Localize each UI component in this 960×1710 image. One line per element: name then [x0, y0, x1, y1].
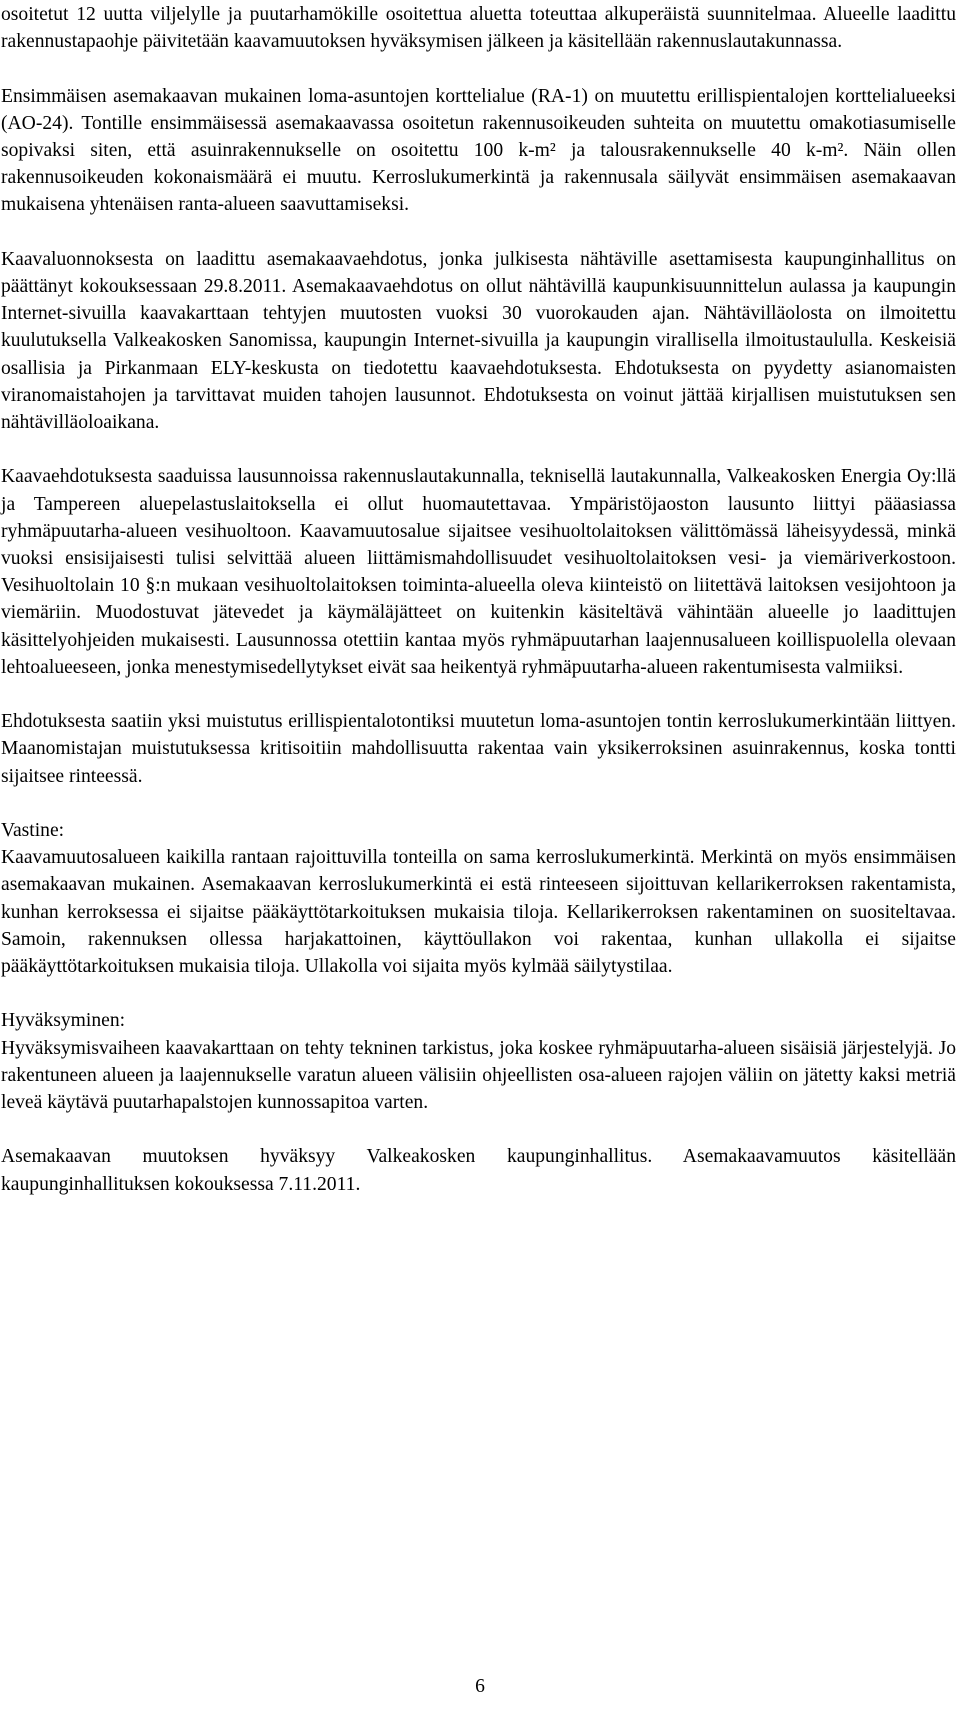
page-number: 6	[475, 1676, 485, 1697]
paragraph-closing: Asemakaavan muutoksen hyväksyy Valkeakosken kaupunginhallitus. Asemakaavamuutos käsitellään kaupunginhallituksen kokouksessa 7.11.2011.	[1, 1146, 956, 1195]
paragraph-plan-intro: osoitetut 12 uutta viljelylle ja puutarhamökille osoitettua aluetta toteuttaa alkuperäistä suunnitelmaa. Alueelle laadittu rakennustapaohje päivitetään kaavamuutoksen hyväksymisen jälkeen ja käsitellään rakennuslautakunnassa.	[1, 4, 956, 53]
paragraph-vastine: Kaavamuutosalueen kaikilla rantaan rajoittuvilla tonteilla on sama kerroslukumerkintä. Merkintä on myös ensimmäisen asemakaavan mukainen. Asemakaavan kerroslukumerkintä ei estä rinteeseen sijoittuvan kellarikerroksen rakentamista, kunhan kerroksessa ei sijaitse pääkäyttötarkoituksen mukaisia tiloja. Kellarikerroksen rakentaminen on suositeltavaa. Samoin, rakennuksen ollessa harjakattoinen, käyttöullakon voi rakentaa, kunhan ullakolla ei sijaitse pääkäyttötarkoituksen mukaisia tiloja. Ullakolla voi sijaita myös kylmää säilytystilaa.	[1, 847, 956, 978]
paragraph-statements: Kaavaehdotuksesta saaduissa lausunnoissa rakennuslautakunnalla, teknisellä lautakunnalla, Valkeakosken Energia Oy:llä ja Tampereen aluepelastuslaitoksella ei ollut huomautettavaa. Ympäristöjaoston lausunto liittyi pääasiassa ryhmäpuutarha-alueen vesihuoltoon. Kaavamuutosalue sijaitsee vesihuoltolaitoksen välittömässä läheisyydessä, minkä vuoksi ensisijaisesti tulisi selvittää alueen liittämismahdollisuudet vesihuoltolaitoksen vesi- ja viemäriverkostoon. Vesihuoltolain 10 §:n mukaan vesihuoltolaitoksen toiminta-alueella oleva kiinteistö on liitettävä laitoksen vesijohtoon ja viemäriin. Muodostuvat jätevedet ja käymäläjätteet on kuitenkin käsiteltävä vähintään alueelle jo laadittujen käsittelyohjeiden mukaisesti. Lausunnossa otettiin kantaa myös ryhmäpuutarhan laajennusalueen koillispuolella olevaan lehtoalueeseen, jonka menestymisedellytykset eivät saa heikentyä ryhmäpuutarha-alueen rakentumisesta valmiiksi.	[1, 466, 956, 678]
paragraph-hyvaksyminen: Hyväksymisvaiheen kaavakarttaan on tehty tekninen tarkistus, joka koskee ryhmäpuutarha-alueen sisäisiä järjestelyjä. Jo rakentuneen alueen ja laajennukselle varatun alueen välisiin ohjeellisten osa-alueen rajojen väliin on jätetty kaksi metriä leveä käytävä puutarhapalstojen kunnossapitoa varten.	[1, 1037, 956, 1114]
section-hyvaksyminen	[1, 1007, 956, 1116]
paragraph-proposal-display: Kaavaluonnoksesta on laadittu asemakaavaehdotus, jonka julkisesta nähtäville asettamisesta kaupunginhallitus on päättänyt kokouksessaan 29.8.2011. Asemakaavaehdotus on ollut nähtävillä kaupunkisuunnittelun aulassa ja kaupungin Internet-sivuilla kaavakarttaan tehtyjen muutosten vuoksi 30 vuorokauden ajan. Nähtävilläolosta on ilmoitettu kuulutuksella Valkeakosken Sanomissa, kaupungin Internet-sivuilla ja kaupungin virallisella ilmoitustaululla. Keskeisiä osallisia ja Pirkanmaan ELY-keskusta on tiedotettu kaavaehdotuksesta. Ehdotuksesta on pyydetty asianomaisten viranomaistahojen ja tarvittavat muiden tahojen lausunnot. Ehdotuksesta on voinut jättää kirjallisen muistutuksen sen nähtävilläoloaikana.	[1, 248, 956, 434]
paragraph-zoning-change: Ensimmäisen asemakaavan mukainen loma-asuntojen korttelialue (RA-1) on muutettu erillispientalojen korttelialueeksi (AO-24). Tontille ensimmäisessä asemakaavassa osoitetun rakennusoikeuden suhteita on muutettu omakotiasumiselle sopivaksi siten, että asuinrakennukselle on osoitettu 100 k-m² ja talousrakennukselle 40 k-m². Näin ollen rakennusoikeuden kokonaismäärä ei muutu. Kerroslukumerkintä ja rakennusala säilyvät ensimmäisen asemakaavan mukaisena yhtenäisen ranta-alueen saavuttamiseksi.	[1, 85, 956, 216]
section-heading-hyvaksyminen: Hyväksyminen:	[1, 1010, 126, 1032]
section-vastine	[1, 817, 956, 980]
section-heading-vastine: Vastine:	[1, 820, 65, 842]
paragraph-objection: Ehdotuksesta saatiin yksi muistutus erillispientalotontiksi muutetun loma-asuntojen tontin kerroslukumerkintään liittyen. Maanomistajan muistutuksessa kritisoitiin mahdollisuutta rakentaa vain yksikerroksinen asuinrakennus, koska tontti sijaitsee rinteessä.	[1, 711, 956, 787]
